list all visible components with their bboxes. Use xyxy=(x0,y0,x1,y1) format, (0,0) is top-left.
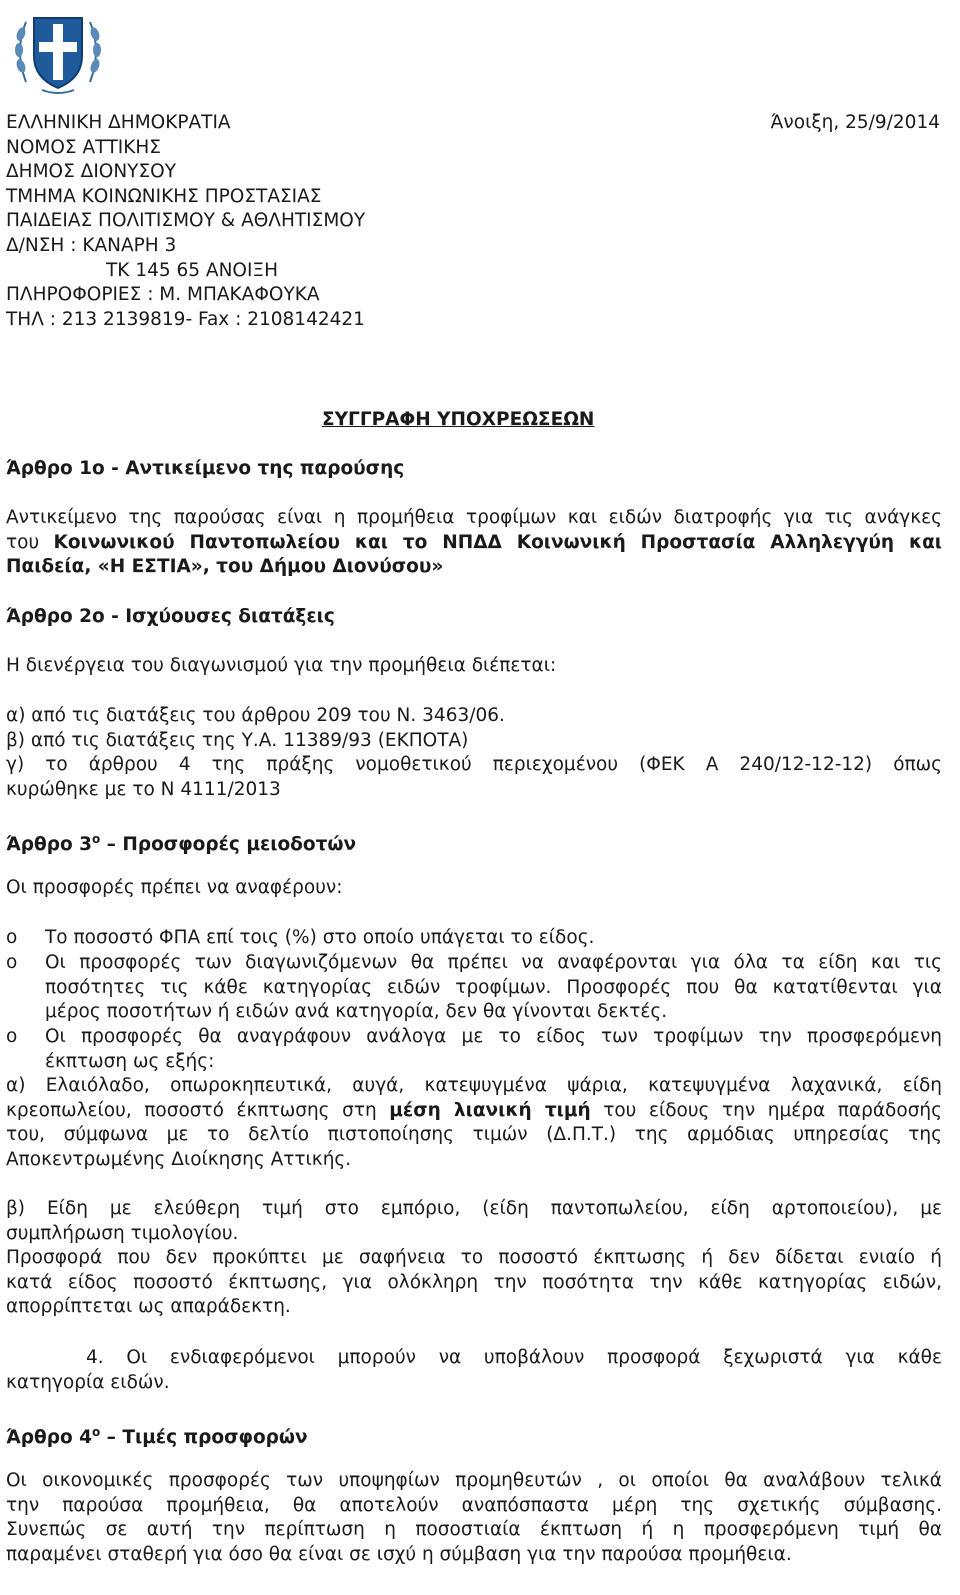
bullet-line: Οι προσφορές θα αναγράφουν ανάλογα με το είδος των τροφίμων την προσφερόμενη xyxy=(45,1026,942,1047)
bold-text: Κοινωνικού Παντοπωλείου και το ΝΠΔΔ Κοινωνική Προστασία Αλληλεγγύη και xyxy=(53,531,943,553)
letterhead xyxy=(6,111,365,332)
article-3-intro: Οι προσφορές πρέπει να αναφέρουν: xyxy=(6,877,343,898)
bullet-glyph: o xyxy=(6,952,18,973)
list-item: κυρώθηκε με το Ν 4111/2013 xyxy=(6,778,281,800)
article-3-point-4 xyxy=(6,1346,942,1395)
letterhead-line: ΕΛΛΗΝΙΚΗ ΔΗΜΟΚΡΑΤΙΑ xyxy=(6,112,231,133)
body-line: Οι οικονομικές προσφορές των υποψηφίων προμηθευτών , οι οποίοι θα αναλάβουν τελικά xyxy=(6,1470,942,1491)
body-line: την παρούσα προμήθεια, θα αποτελούν αναπόσπαστα μέρη της σχετικής σύμβασης. xyxy=(6,1494,942,1516)
bullet-line: μέρος ποσοτήτων ή ειδών ανά κατηγορία, δεν θα γίνονται δεκτές. xyxy=(45,1001,668,1023)
letterhead-line: ΝΟΜΟΣ ΑΤΤΙΚΗΣ xyxy=(6,136,161,158)
bullet-item xyxy=(45,926,942,951)
bullet-line: ποσότητες τις κάθε κατηγορίας ειδών τροφίμων. Προσφορές που θα κατατίθενται για xyxy=(45,976,942,998)
heading-text: Άρθρο 3 xyxy=(6,834,92,856)
letterhead-line: ΤΚ 145 65 ΑΝΟΙΞΗ xyxy=(106,259,279,281)
letterhead-line: ΠΑΙΔΕΙΑΣ ΠΟΛΙΤΙΣΜΟΥ & ΑΘΛΗΤΙΣΜΟΥ xyxy=(6,210,366,232)
heading-text: Άρθρο 4 xyxy=(6,1427,92,1449)
body-line: α) Ελαιόλαδο, οπωροκηπευτικά, αυγά, κατεψυγμένα ψάρια, κατεψυγμένα λαχανικά, είδη xyxy=(6,1075,942,1096)
body-line: απορρίπτεται ως απαράδεκτη. xyxy=(6,1296,291,1318)
article-4-body xyxy=(6,1469,942,1567)
heading-text: – Προσφορές μειοδοτών xyxy=(100,834,357,856)
article-2-heading: Άρθρο 2ο - Ισχύουσες διατάξεις xyxy=(6,606,335,627)
body-line: Παιδεία, «Η ΕΣΤΙΑ», του Δήμου Διονύσου» xyxy=(6,556,444,578)
body-line: συμπλήρωση τιμολογίου. xyxy=(6,1222,239,1244)
bullet-line: Το ποσοστό ΦΠΑ επί τοις (%) στο οποίο υπάγεται το είδος. xyxy=(45,927,595,948)
letterhead-line: ΤΗΛ : 213 2139819- Fax : 2108142421 xyxy=(6,308,365,330)
list-item: α) από τις διατάξεις του άρθρου 209 του Ν. 3463/06. xyxy=(6,705,505,726)
body-line: β) Είδη με ελεύθερη τιμή στο εμπόριο, (είδη παντοπωλείου, είδη αρτοποιείου), με xyxy=(6,1198,942,1219)
body-line: 4. Οι ενδιαφερόμενοι μπορούν να υποβάλουν προσφορά ξεχωριστά για κάθε xyxy=(86,1347,942,1368)
body-line: Αντικείμενο της παρούσας είναι η προμήθεια τροφίμων και ειδών διατροφής για τις ανάγκες xyxy=(6,507,942,528)
bullet-item xyxy=(45,1025,942,1074)
bullet-line: Οι προσφορές των διαγωνιζόμενων θα πρέπει να αναφέρονται για όλα τα είδη και τις xyxy=(45,952,942,973)
document-date: Άνοιξη, 25/9/2014 xyxy=(770,112,940,133)
article-3-heading xyxy=(6,827,356,858)
heading-sup: ο xyxy=(91,1425,101,1439)
body-line: κατά είδος ποσοστό έκπτωσης, για ολόκληρη την ποσότητα την κάθε κατηγορίας ειδών, xyxy=(6,1271,942,1293)
body-line: Αποκεντρωμένης Διοίκησης Αττικής. xyxy=(6,1148,352,1170)
article-1-body xyxy=(6,506,942,580)
bullet-glyph: o xyxy=(6,927,18,948)
letterhead-line: ΤΜΗΜΑ ΚΟΙΝΩΝΙΚΗΣ ΠΡΟΣΤΑΣΙΑΣ xyxy=(6,185,322,207)
body-line: Συνεπώς σε αυτή την περίπτωση η ποσοστιαία έκπτωση ή η προσφερόμενη τιμή θα xyxy=(6,1519,942,1541)
body-text: κρεοπωλείου, ποσοστό έκπτωσης στη xyxy=(6,1099,390,1121)
bold-text: μέση λιανική τιμή xyxy=(389,1099,591,1121)
body-line: κατηγορία ειδών. xyxy=(6,1371,170,1393)
document-title: ΣΥΓΓΡΑΦΗ ΥΠΟΧΡΕΩΣΕΩΝ xyxy=(322,409,595,430)
body-line: παραμένει σταθερή για όσο θα είναι σε ισχύ η σύμβαση για την παρούσα προμήθεια. xyxy=(6,1543,792,1565)
heading-text: – Τιμές προσφορών xyxy=(100,1427,308,1449)
bullet-glyph: o xyxy=(6,1026,18,1047)
body-line: του, σύμφωνα με το δελτίο πιστοποίησης τιμών (Δ.Π.Τ.) της αρμόδιας υπηρεσίας της xyxy=(6,1124,942,1146)
article-1-heading: Άρθρο 1ο - Αντικείμενο της παρούσης xyxy=(6,458,405,479)
list-item: γ) το άρθρου 4 της πράξης νομοθετικού περιεχομένου (ΦΕΚ Α 240/12-12-12) όπως xyxy=(6,754,942,776)
body-line: Προσφορά που δεν προκύπτει με σαφήνεια το ποσοστό έκπτωσης ή δεν δίδεται ενιαίο ή xyxy=(6,1247,942,1269)
bullet-item xyxy=(45,951,942,1025)
letterhead-line: ΔΗΜΟΣ ΔΙΟΝΥΣΟΥ xyxy=(6,161,177,183)
list-item: β) από τις διατάξεις της Υ.Α. 11389/93 (ΕΚΠΟΤΑ) xyxy=(6,729,469,751)
letterhead-line: Δ/ΝΣΗ : ΚΑΝΑΡΗ 3 xyxy=(6,234,177,256)
heading-sup: ο xyxy=(91,832,101,846)
article-3-item-b xyxy=(6,1197,942,1320)
greek-coat-of-arms-icon xyxy=(12,4,104,96)
body-text: του xyxy=(6,531,54,553)
body-line xyxy=(6,1099,942,1124)
article-3-item-a xyxy=(6,1074,942,1172)
letterhead-line: ΠΛΗΡΟΦΟΡΙΕΣ : Μ. ΜΠΑΚΑΦΟΥΚΑ xyxy=(6,284,320,306)
article-2-intro: Η διενέργεια του διαγωνισμού για την προμήθεια διέπεται: xyxy=(6,655,557,676)
article-4-heading xyxy=(6,1420,308,1451)
bullet-line: έκπτωση ως εξής: xyxy=(45,1050,215,1072)
article-2-list xyxy=(6,704,942,802)
body-line xyxy=(6,531,942,556)
body-text: του είδους την ημέρα παράδοσής xyxy=(590,1099,943,1121)
